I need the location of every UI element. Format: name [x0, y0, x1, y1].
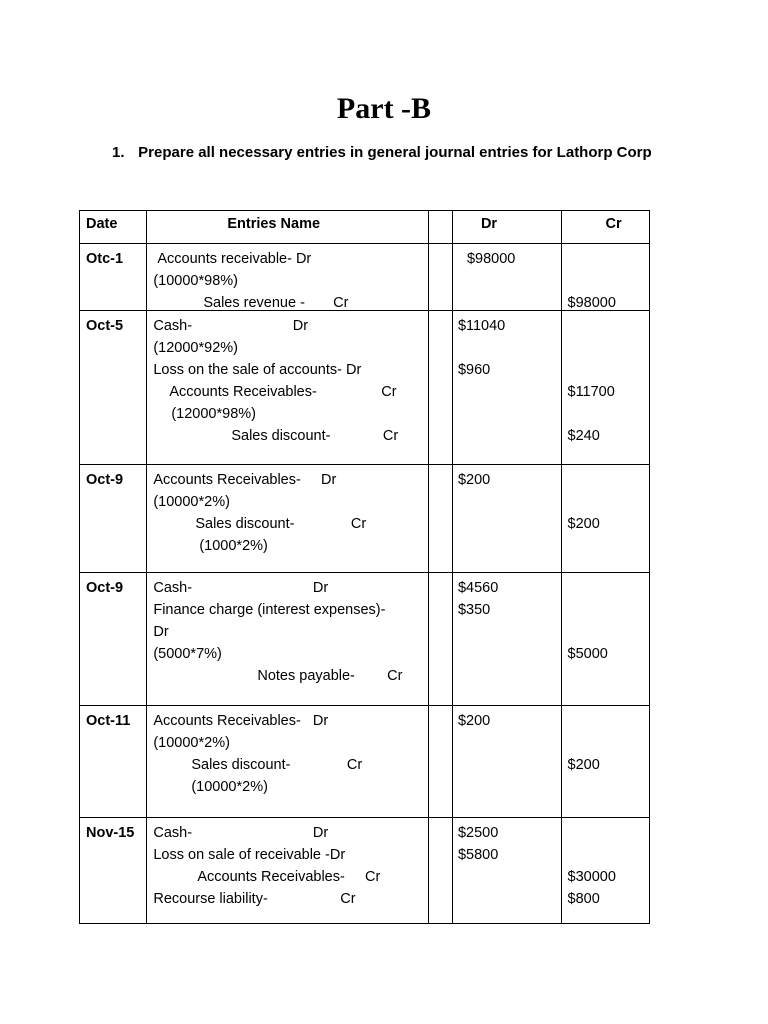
entry-line: Loss on sale of receivable -Dr [153, 847, 346, 863]
credit [561, 706, 650, 818]
entry-date [80, 573, 147, 706]
blank-cell [428, 573, 452, 706]
credit-amount: $200 [567, 516, 600, 532]
entry-line: (10000*98%) [153, 273, 238, 289]
entry-line: (12000*92%) [153, 340, 238, 356]
entry-line: Recourse liability- Cr [153, 891, 356, 907]
debit-amount: $11040 [457, 318, 506, 334]
entry-line: Loss on the sale of accounts- Dr [153, 362, 362, 378]
entry-line: Cash- Dr [153, 580, 329, 596]
entry-line: Accounts Receivables- Dr [153, 713, 329, 729]
entry-date-text: Oct-9 [86, 580, 124, 596]
debit [452, 573, 561, 706]
blank-cell [428, 311, 452, 465]
entry-line: Sales discount- Cr [195, 516, 367, 532]
journal-entry-row [80, 573, 650, 706]
entry-line: (10000*2%) [153, 735, 230, 751]
entry-line: Sales discount- Cr [191, 757, 363, 773]
debit [452, 244, 561, 311]
entry-line: (10000*2%) [153, 494, 230, 510]
entry-line: Cash- Dr [153, 825, 329, 841]
debit [452, 465, 561, 573]
entry-line: (10000*2%) [191, 779, 268, 795]
blank-cell [428, 465, 452, 573]
entry-date-text: Otc-1 [86, 251, 124, 267]
question-text: Prepare all necessary entries in general journal entries for Lathorp Corp [138, 144, 652, 161]
debit-amount: $4560 [457, 580, 499, 596]
entry-line: Accounts Receivables- Cr [197, 869, 381, 885]
entry-line: Sales revenue - Cr [203, 295, 349, 311]
entry-date-text: Nov-15 [86, 825, 135, 841]
credit-amount: $30000 [567, 869, 616, 885]
credit [561, 573, 650, 706]
blank-cell [428, 244, 452, 311]
debit [452, 311, 561, 465]
table-header-row [80, 211, 650, 244]
credit [561, 244, 650, 311]
debit [452, 706, 561, 818]
entry-date-text: Oct-5 [86, 318, 124, 334]
blank-cell [428, 706, 452, 818]
entry-date-text: Oct-9 [86, 472, 124, 488]
entry-date [80, 244, 147, 311]
entry-line: Accounts Receivables- Cr [169, 384, 397, 400]
entry-date [80, 311, 147, 465]
header-dr: Dr [452, 211, 561, 244]
header-cr: Cr [561, 211, 650, 244]
credit [561, 465, 650, 573]
entry-name [147, 244, 428, 311]
entry-date [80, 818, 147, 924]
header-entries-name: Entries Name [147, 211, 428, 244]
credit [561, 311, 650, 465]
credit-amount: $240 [567, 428, 600, 444]
journal-entry-row [80, 465, 650, 573]
entry-line: Accounts receivable- Dr [157, 251, 312, 267]
credit-amount: $5000 [567, 646, 608, 662]
journal-entry-row [80, 311, 650, 465]
entry-line: (5000*7%) [153, 646, 222, 662]
entry-line: (12000*98%) [171, 406, 256, 422]
debit-amount: $960 [457, 362, 491, 378]
credit [561, 818, 650, 924]
entry-line: Sales discount- Cr [231, 428, 399, 444]
question-heading [112, 144, 652, 161]
entry-line: Cash- Dr [153, 318, 309, 334]
entry-date [80, 706, 147, 818]
entry-name [147, 573, 428, 706]
entry-date-text: Oct-11 [86, 713, 131, 729]
entry-name [147, 818, 428, 924]
entry-line: Finance charge (interest expenses)- [153, 602, 386, 618]
credit-amount: $800 [567, 891, 600, 907]
entry-line: Accounts Receivables- Dr [153, 472, 337, 488]
entry-name [147, 706, 428, 818]
journal-entry-row [80, 244, 650, 311]
credit-amount: $98000 [567, 295, 616, 311]
entry-date [80, 465, 147, 573]
debit-amount: $2500 [457, 825, 499, 841]
page-title: Part -B [336, 92, 432, 125]
credit-amount: $200 [567, 757, 600, 773]
debit-amount: $350 [457, 602, 491, 618]
debit-amount: $5800 [457, 847, 499, 863]
debit [452, 818, 561, 924]
question-number: 1. [112, 144, 125, 161]
journal-table [79, 210, 650, 924]
header-blank [428, 211, 452, 244]
entry-line: Notes payable- Cr [257, 668, 403, 684]
header-date: Date [80, 211, 147, 244]
blank-cell [428, 818, 452, 924]
entry-line: (1000*2%) [199, 538, 268, 554]
journal-entry-row [80, 706, 650, 818]
debit-amount: $200 [457, 713, 491, 729]
entry-line: Dr [153, 624, 169, 640]
debit-amount: $200 [457, 472, 491, 488]
credit-amount: $11700 [567, 384, 615, 400]
entry-name [147, 311, 428, 465]
debit-amount: $98000 [466, 251, 516, 267]
journal-entry-row [80, 818, 650, 924]
entry-name [147, 465, 428, 573]
